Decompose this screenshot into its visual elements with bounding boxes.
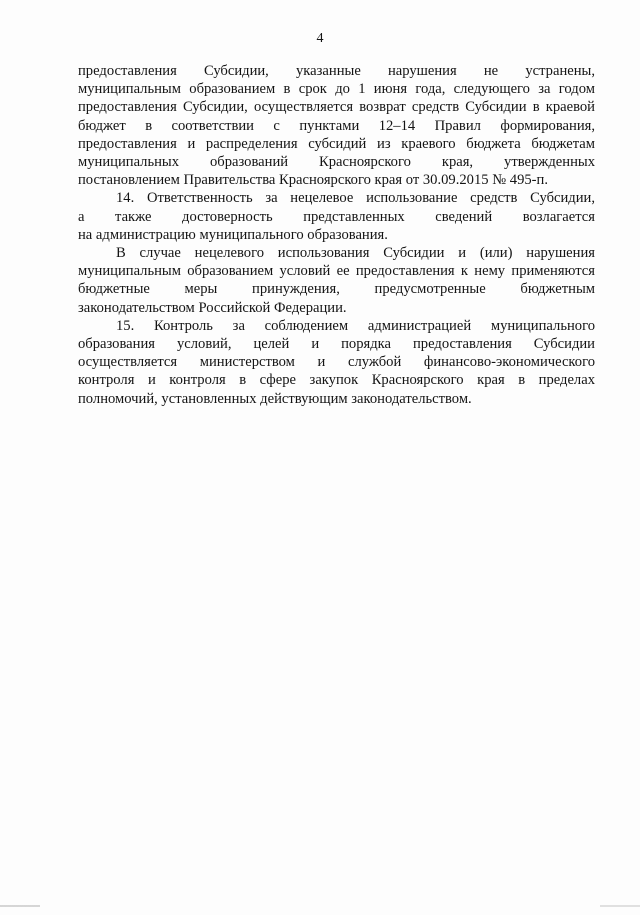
text-line: а также достоверность представленных сведений возлагается [78, 208, 595, 225]
text-line: предоставления Субсидии, указанные нарушения не устранены, [78, 63, 595, 79]
text-line: предоставления Субсидии, осуществляется возврат средств Субсидии в краевой [78, 99, 595, 116]
text-line: В случае нецелевого использования Субсидии и (или) нарушения [116, 245, 595, 262]
text-line: муниципальным образованием условий ее предоставления к нему применяются [78, 263, 595, 280]
text-line: 15. Контроль за соблюдением администрацией муниципального [116, 317, 595, 334]
text-line: осуществляется министерством и службой финансово-экономического [78, 354, 595, 371]
paragraph-continuation [78, 62, 595, 189]
text-line: предоставления и распределения субсидий из краевого бюджета бюджетам [78, 135, 595, 152]
text-line: контроля и контроля в сфере закупок Красноярского края в пределах [78, 372, 595, 389]
text-line: полномочий, установленных действующим законодательством. [78, 390, 472, 407]
page-number: 4 [316, 31, 324, 46]
text-line: бюджетные меры принуждения, предусмотренные бюджетным [78, 281, 595, 298]
text-line: бюджет в соответствии с пунктами 12–14 Правил формирования, [78, 117, 595, 134]
document-body [78, 62, 595, 408]
text-line: 14. Ответственность за нецелевое использование средств Субсидии, [116, 190, 595, 207]
text-line: муниципальных образований Красноярского края, утвержденных [78, 154, 595, 171]
text-line: образования условий, целей и порядка предоставления Субсидии [78, 336, 595, 353]
scan-edge [0, 905, 640, 907]
text-line: законодательством Российской Федерации. [78, 299, 347, 316]
text-line: муниципальным образованием в срок до 1 июня года, следующего за годом [78, 81, 595, 98]
paragraph-item-14 [78, 189, 595, 244]
text-line: постановлением Правительства Красноярского края от 30.09.2015 № 495-п. [78, 172, 548, 189]
paragraph-item-15 [78, 317, 595, 408]
paragraph-misuse [78, 244, 595, 317]
text-line: на администрацию муниципального образования. [78, 226, 388, 243]
